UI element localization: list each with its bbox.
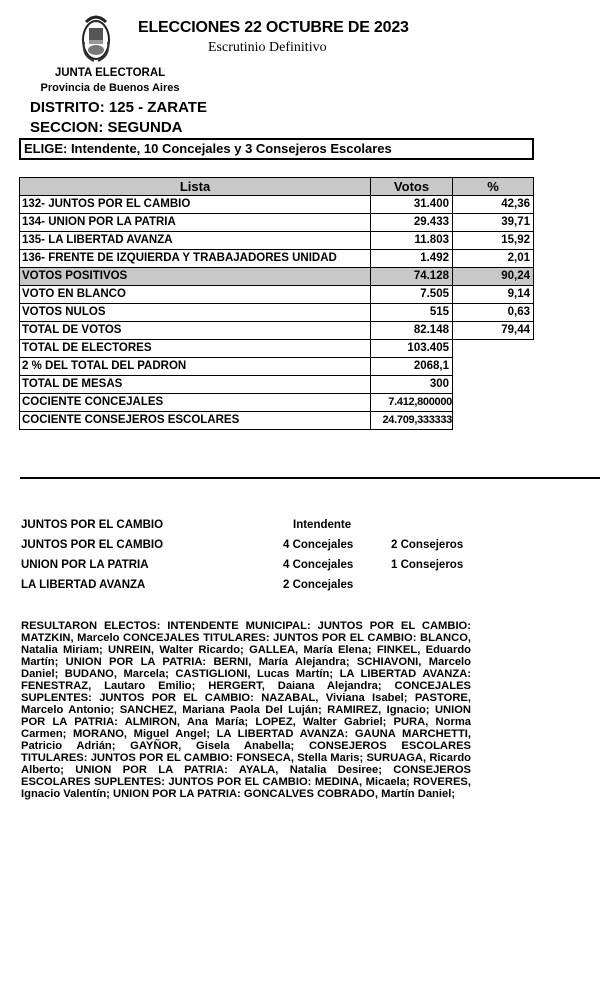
votos-cell: 74.128 <box>371 268 453 286</box>
lista-cell: VOTOS POSITIVOS <box>20 268 371 286</box>
lista-cell: 136- FRENTE DE IZQUIERDA Y TRABAJADORES UNIDAD <box>20 250 371 268</box>
pct-cell: 42,36 <box>453 196 534 214</box>
votos-cell: 300 <box>371 376 453 394</box>
seat-party: JUNTOS POR EL CAMBIO <box>21 539 164 551</box>
seat-party: LA LIBERTAD AVANZA <box>21 579 146 591</box>
coat-of-arms-logo-icon <box>80 12 112 64</box>
votos-cell: 29.433 <box>371 214 453 232</box>
seat-concejales: 4 Concejales <box>283 559 354 571</box>
lista-cell: COCIENTE CONCEJALES <box>20 394 371 412</box>
organization-name: JUNTA ELECTORAL <box>54 67 166 79</box>
table-row <box>20 196 534 214</box>
pct-cell: 9,14 <box>453 286 534 304</box>
table-row <box>20 232 534 250</box>
pct-cell: 2,01 <box>453 250 534 268</box>
horizontal-divider <box>20 477 600 479</box>
table-row <box>20 250 534 268</box>
lista-cell: TOTAL DE VOTOS <box>20 322 371 340</box>
lista-cell: 2 % DEL TOTAL DEL PADRON <box>20 358 371 376</box>
document-title: ELECCIONES 22 OCTUBRE DE 2023 <box>138 19 409 36</box>
cociente-consejeros-row <box>20 412 534 430</box>
seat-consejeros: 2 Consejeros <box>391 539 464 551</box>
lista-cell: 135- LA LIBERTAD AVANZA <box>20 232 371 250</box>
voto-en-blanco-row <box>20 286 534 304</box>
votos-positivos-row <box>20 268 534 286</box>
votos-cell: 7.505 <box>371 286 453 304</box>
votos-cell: 82.148 <box>371 322 453 340</box>
column-header-votos: Votos <box>371 178 453 196</box>
lista-cell: VOTO EN BLANCO <box>20 286 371 304</box>
seat-concejales: 2 Concejales <box>283 579 354 591</box>
pct-cell: 79,44 <box>453 322 534 340</box>
electos-paragraph: RESULTARON ELECTOS: INTENDENTE MUNICIPAL: JUNTOS POR EL CAMBIO: MATZKIN, Marcelo CONCEJALES TITULARES: JUNTOS POR EL CAMBIO: BLANCO, Natalia Miriam; UNREIN, Walter Ricardo; GALLEA, María Elena; FINKEL, Eduardo Martín; UNION POR LA PATRIA: BERNI, María Alejandra; SCHIAVONI, Marcelo Daniel; BUDANO, Marcela; CASTIGLIONI, Lucas Martín; LA LIBERTAD AVANZA: FENESTRAZ, Lautaro Emilio; HERGERT, Daiana Alejandra; CONCEJALES SUPLENTES: JUNTOS POR EL CAMBIO: NAZABAL, Viviana Isabel; PASTORE, Marcelo Antonio; SANCHEZ, Mariana Paola Del Luján; RAMIREZ, Ignacio; UNION POR LA PATRIA: ALMIRON, Ana María; LOPEZ, Walter Gabriel; PURA, Norma Carmen; MORANO, Miguel Angel; LA LIBERTAD AVANZA: GAUNA MARCHETTI, Patricio Adrián; GAYÑOR, Gisela Anabella; CONSEJEROS ESCOLARES TITULARES: JUNTOS POR EL CAMBIO: FONSECA, Stella Maris; SURUAGA, Ricardo Alberto; UNION POR LA PATRIA: AYALA, Natalia Desiree; CONSEJEROS ESCOLARES SUPLENTES: JUNTOS POR EL CAMBIO: MEDINA, Micaela; ROVERES, Ignacio Valentín; UNION POR LA PATRIA: GONCALVES COBRADO, Martín Daniel; <box>21 620 471 800</box>
votos-nulos-row <box>20 304 534 322</box>
seat-party: UNION POR LA PATRIA <box>21 559 149 571</box>
seccion-label: SECCION: SEGUNDA <box>30 119 183 136</box>
table-row <box>20 214 534 232</box>
votos-cell: 24.709,333333 <box>371 412 453 430</box>
votos-cell: 31.400 <box>371 196 453 214</box>
pct-cell: 39,71 <box>453 214 534 232</box>
distrito-label: DISTRITO: 125 - ZARATE <box>30 99 207 116</box>
seat-party: JUNTOS POR EL CAMBIO <box>21 519 164 531</box>
lista-cell: TOTAL DE MESAS <box>20 376 371 394</box>
pct-cell: 90,24 <box>453 268 534 286</box>
seat-intendente: Intendente <box>293 519 352 531</box>
total-electores-row <box>20 340 534 358</box>
results-table <box>19 177 534 430</box>
votos-cell: 1.492 <box>371 250 453 268</box>
lista-cell: VOTOS NULOS <box>20 304 371 322</box>
table-header-row <box>20 178 534 196</box>
lista-cell: COCIENTE CONSEJEROS ESCOLARES <box>20 412 371 430</box>
padron-2pct-row <box>20 358 534 376</box>
total-mesas-row <box>20 376 534 394</box>
lista-cell: TOTAL DE ELECTORES <box>20 340 371 358</box>
province-name: Provincia de Buenos Aires <box>40 82 180 94</box>
pct-cell: 15,92 <box>453 232 534 250</box>
column-header-pct: % <box>453 178 534 196</box>
votos-cell: 515 <box>371 304 453 322</box>
votos-cell: 103.405 <box>371 340 453 358</box>
cociente-concejales-row <box>20 394 534 412</box>
seat-consejeros: 1 Consejeros <box>391 559 464 571</box>
document-subtitle: Escrutinio Definitivo <box>208 40 327 55</box>
column-header-lista: Lista <box>20 178 371 196</box>
lista-cell: 134- UNION POR LA PATRIA <box>20 214 371 232</box>
total-votos-row <box>20 322 534 340</box>
pct-cell: 0,63 <box>453 304 534 322</box>
votos-cell: 2068,1 <box>371 358 453 376</box>
seat-concejales: 4 Concejales <box>283 539 354 551</box>
elige-box: ELIGE: Intendente, 10 Concejales y 3 Consejeros Escolares <box>19 138 534 160</box>
votos-cell: 7.412,800000 <box>371 394 453 412</box>
votos-cell: 11.803 <box>371 232 453 250</box>
lista-cell: 132- JUNTOS POR EL CAMBIO <box>20 196 371 214</box>
